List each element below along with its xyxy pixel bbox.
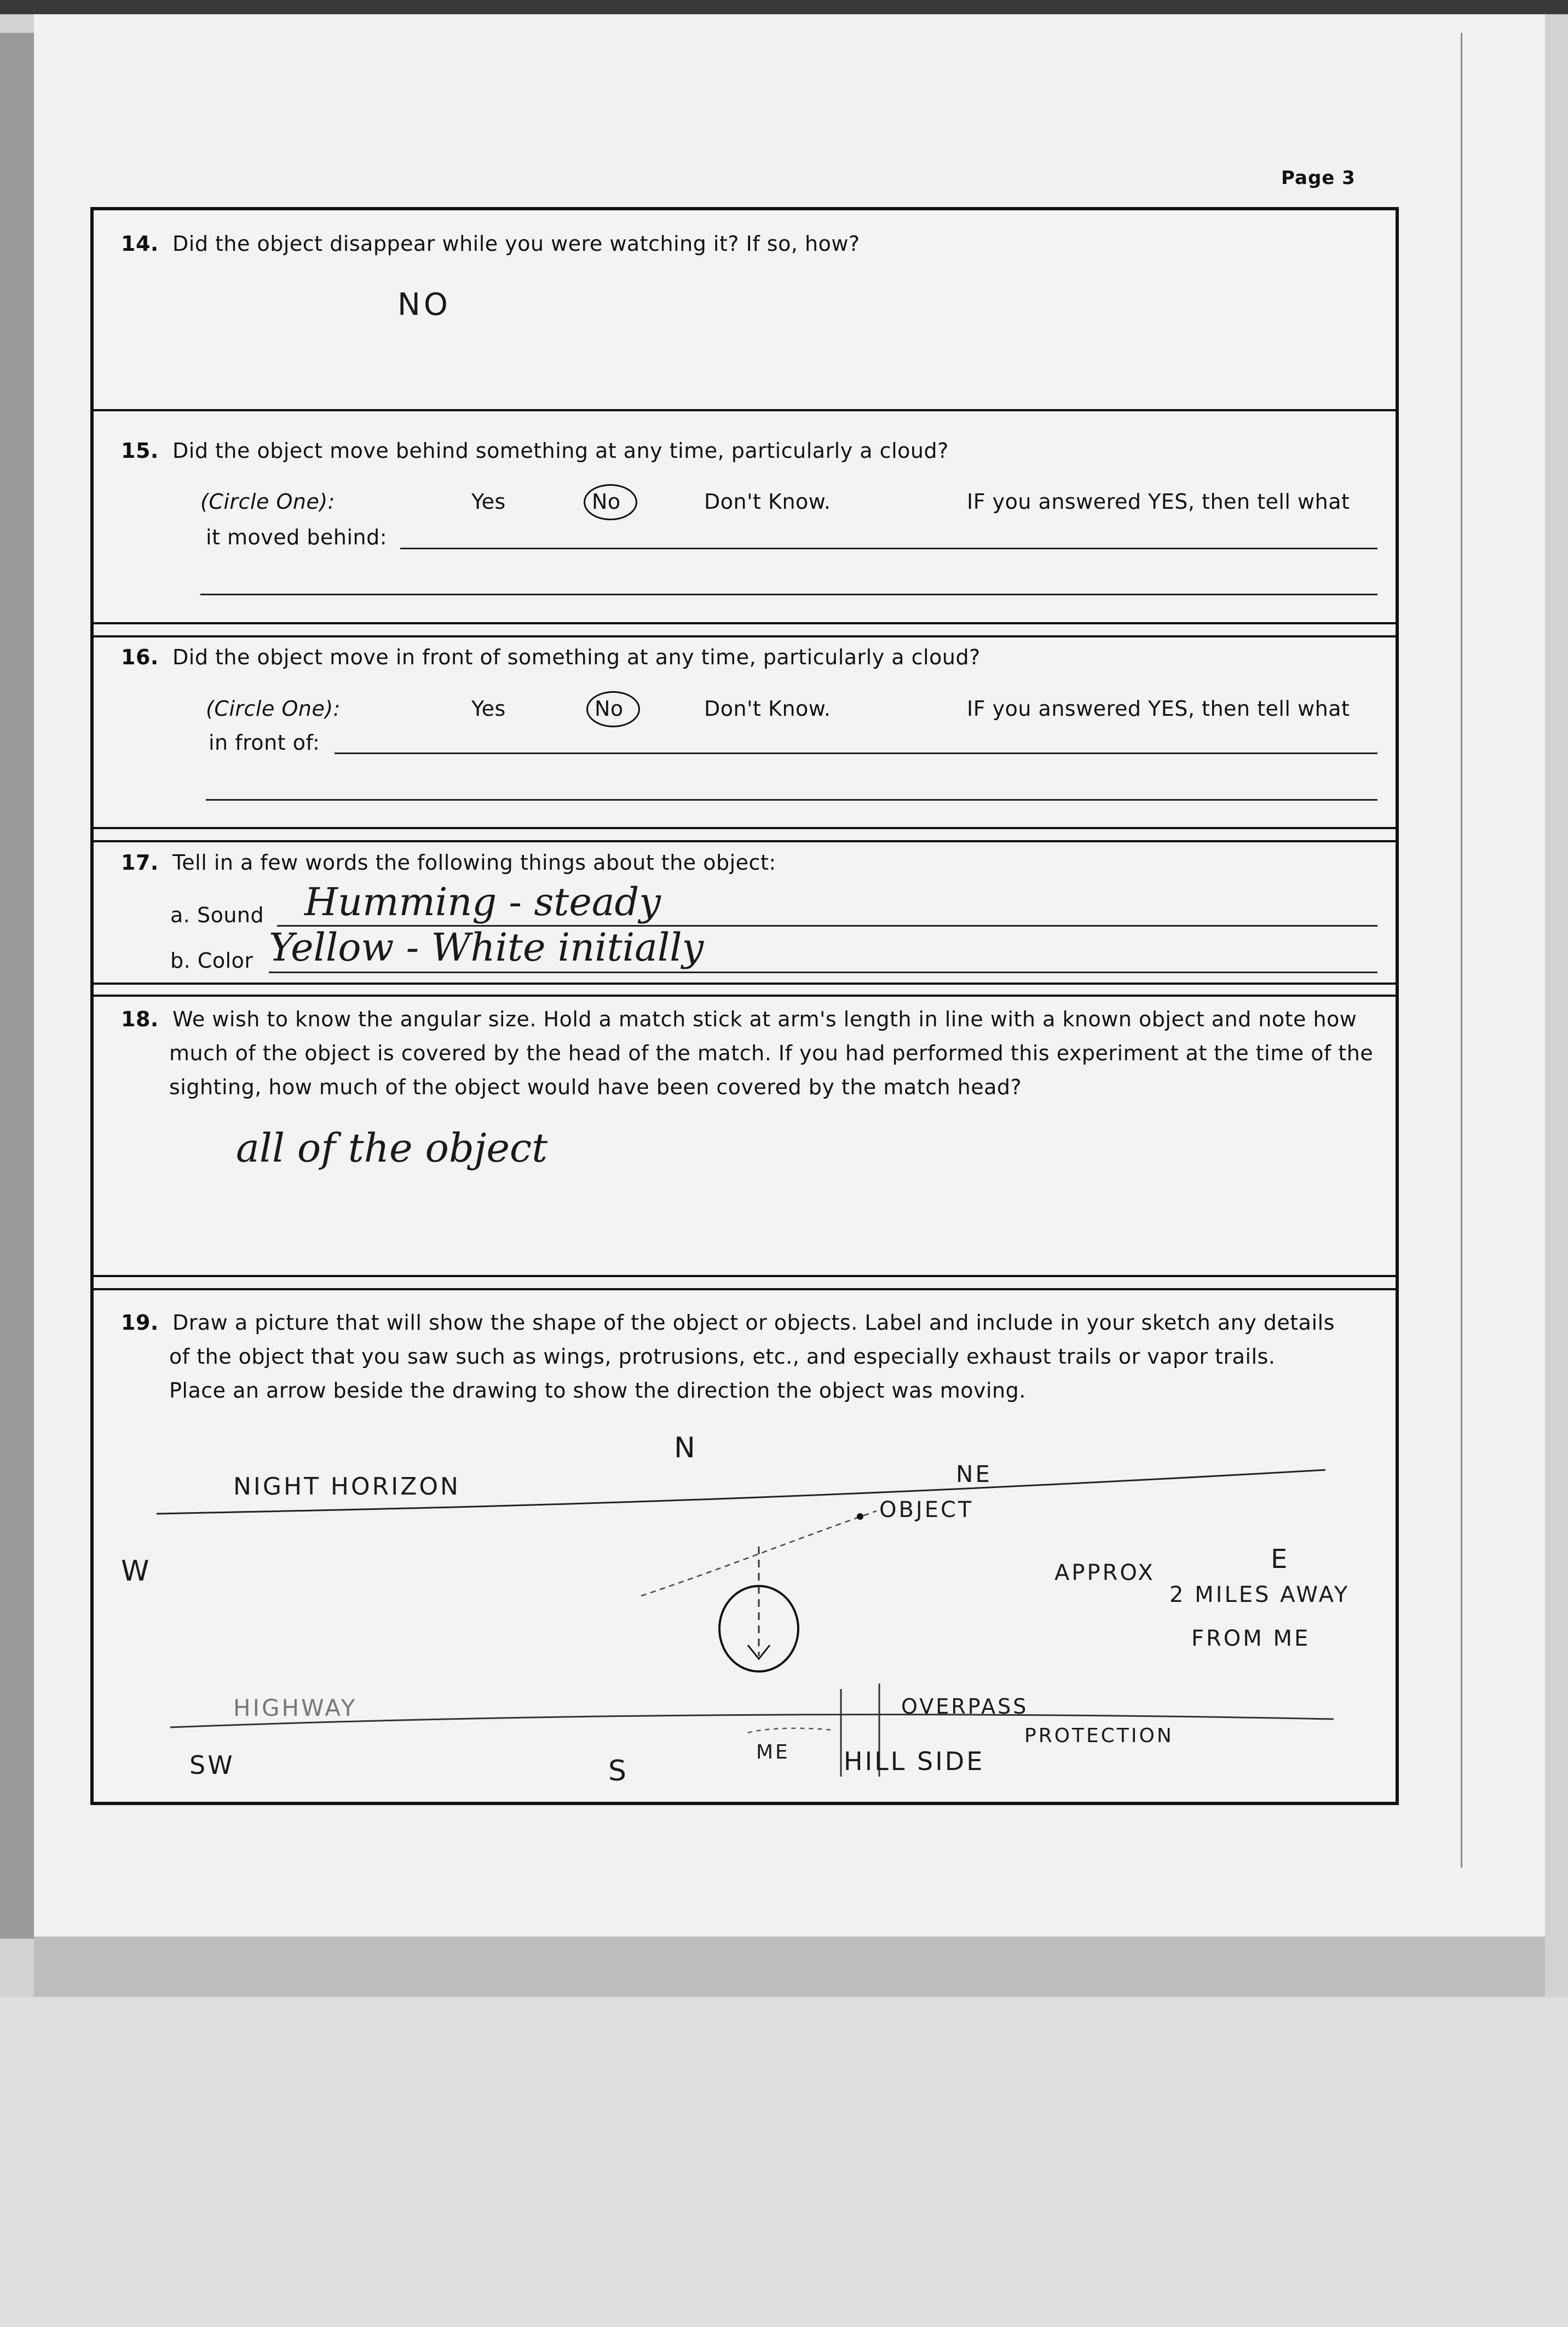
sketch-distance: 2 MILES AWAY — [1169, 1582, 1350, 1607]
question-17-text: Tell in a few words the following things about the object: — [172, 851, 776, 875]
question-15-dont-know[interactable]: Don't Know. — [704, 490, 831, 514]
question-14-answer: NO — [397, 287, 451, 323]
sketch-object-dot — [857, 1513, 863, 1520]
question-15-no[interactable]: No — [592, 490, 621, 514]
sketch-hillside: HILL SIDE — [844, 1746, 985, 1776]
questionnaire-frame — [90, 207, 1399, 1805]
question-16-yes[interactable]: Yes — [471, 697, 506, 721]
scan-bottom-edge — [34, 1937, 1545, 1997]
sketch-horizon-label: NIGHT HORIZON — [233, 1473, 460, 1501]
sketch-north: N — [674, 1432, 697, 1464]
sketch-me: ME — [756, 1741, 790, 1763]
question-18-answer: all of the object — [236, 1125, 548, 1171]
sketch-me-path — [748, 1728, 833, 1733]
sketch-overpass: OVERPASS — [901, 1694, 1029, 1719]
question-15-text: Did the object move behind something at any time, particularly a cloud? — [172, 439, 949, 463]
question-16-text: Did the object move in front of something at any time, particularly a cloud? — [172, 645, 981, 669]
sketch-from-me: FROM ME — [1191, 1626, 1311, 1651]
question-14-number: 14. — [121, 232, 159, 256]
question-18-line-2: much of the object is covered by the head of the match. If you had performed this experiment at the time of the — [169, 1041, 1374, 1065]
question-17-color-answer: Yellow - White initially — [269, 925, 704, 970]
question-17-sound-answer: Humming - steady — [304, 880, 661, 924]
scan-top-edge — [0, 0, 1568, 14]
question-18-number: 18. — [121, 1007, 159, 1031]
question-18-line-1: We wish to know the angular size. Hold a match stick at arm's length in line with a known object and note how — [172, 1007, 1357, 1031]
question-15-if-yes: IF you answered YES, then tell what — [967, 490, 1350, 514]
sketch-southwest: SW — [189, 1750, 235, 1780]
question-16-follow-label: in front of: — [209, 731, 320, 755]
sketch-object-label: OBJECT — [879, 1497, 974, 1522]
question-19-number: 19. — [121, 1311, 159, 1335]
question-16-circle-label: (Circle One): — [206, 697, 341, 721]
question-16-no[interactable]: No — [595, 697, 624, 721]
question-15-yes[interactable]: Yes — [471, 490, 506, 514]
question-19-line-2: of the object that you saw such as wings, protrusions, etc., and especially exhaust trails or vapor trails. — [169, 1345, 1276, 1369]
sketch-northeast: NE — [956, 1461, 992, 1487]
question-15-follow-label: it moved behind: — [206, 525, 388, 549]
question-17-number: 17. — [121, 851, 159, 875]
question-16-number: 16. — [121, 645, 159, 669]
question-17-color-label: b. Color — [170, 949, 253, 973]
question-19-line-1: Draw a picture that will show the shape of the object or objects. Label and include in your sketch any details — [172, 1311, 1335, 1335]
scan-bottom-area — [0, 1997, 1568, 2327]
page-number: Page 3 — [1281, 167, 1356, 189]
sketch-south: S — [608, 1755, 629, 1788]
sketch-highway-label: HIGHWAY — [233, 1694, 358, 1721]
sketch-west: W — [121, 1555, 152, 1588]
question-19-line-3: Place an arrow beside the drawing to show the direction the object was moving. — [169, 1378, 1026, 1403]
question-16-if-yes: IF you answered YES, then tell what — [967, 697, 1350, 721]
object-sketch — [94, 210, 1396, 1802]
question-15-number: 15. — [121, 439, 159, 463]
scan-left-edge — [0, 33, 34, 1939]
question-17-sound-label: a. Sound — [170, 903, 264, 927]
question-15-circle-label: (Circle One): — [200, 490, 335, 514]
sketch-approx: APPROX — [1054, 1560, 1155, 1585]
scan-fold-line — [1461, 33, 1462, 1868]
question-16-dont-know[interactable]: Don't Know. — [704, 697, 831, 721]
question-18-line-3: sighting, how much of the object would have been covered by the match head? — [169, 1075, 1022, 1099]
sketch-east: E — [1271, 1544, 1290, 1575]
question-14-text: Did the object disappear while you were watching it? If so, how? — [172, 232, 860, 256]
sketch-protection: PROTECTION — [1024, 1725, 1174, 1747]
